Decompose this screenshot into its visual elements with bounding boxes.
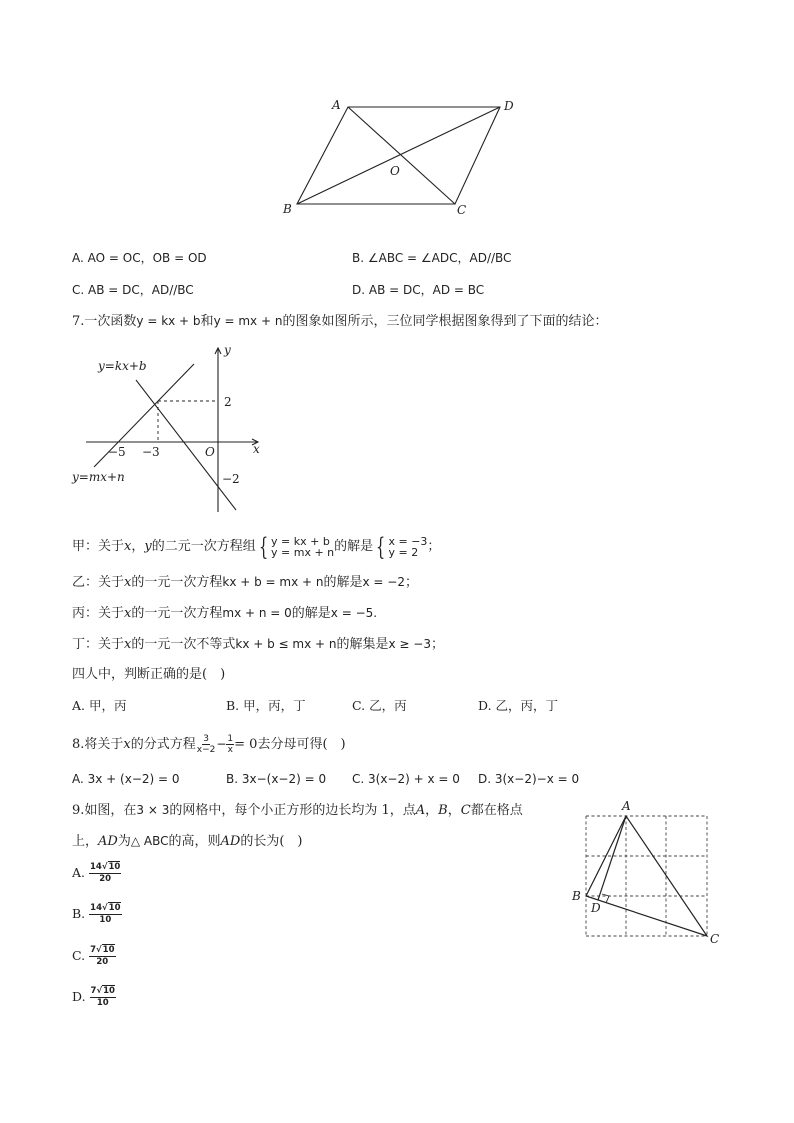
bing-var-x: x (124, 606, 132, 621)
q9-option-b-fraction: $\frac{14√10}{10}$ (90, 903, 121, 925)
yi-end: ； (405, 575, 419, 590)
q9-point-a: A (415, 803, 426, 818)
q7-option-a[interactable]: A. 甲，丙 (72, 698, 127, 713)
q9-line1-end: 都在格点 (470, 803, 523, 818)
q9-option-c-letter: C. (72, 948, 86, 963)
q7-option-c[interactable]: C. 乙，丙 (352, 698, 407, 713)
q9-a-rad: 10 (108, 862, 121, 872)
q7-suffix: 的图象如图所示，三位同学根据图象得到了下面的结论： (282, 314, 608, 329)
bing-prefix: 丙：关于 (72, 606, 125, 621)
bing-mid: 的一元一次方程 (131, 606, 223, 621)
q8-option-a[interactable]: A. 3x + (x−2) = 0 (72, 772, 180, 786)
jia-eq2: y = mx + n (271, 545, 335, 559)
jia-solution (388, 536, 427, 558)
q9-vertex-b-label: B (572, 889, 581, 903)
q9-option-d-letter: D. (72, 989, 86, 1004)
q6-option-b[interactable]: B. ∠ABC = ∠ADC，AD//BC (352, 251, 512, 265)
q8-mid: 的分式方程 (130, 737, 196, 752)
jia-end: ； (427, 539, 441, 554)
yi-mid: 的一元一次方程 (131, 575, 223, 590)
q9-segment-ad-2: AD (220, 834, 241, 849)
q9-option-d-fraction: $\frac{7√10}{10}$ (90, 986, 115, 1008)
ding-prefix: 丁：关于 (72, 637, 125, 652)
q8-frac2-num: 1 (227, 734, 234, 744)
q7-option-b[interactable]: B. 甲，丙，丁 (226, 698, 306, 713)
q7-question: 四人中，判断正确的是( ) (72, 667, 226, 682)
jia-var-x: x (124, 539, 132, 554)
q9-option-d[interactable] (72, 986, 116, 1009)
q9-stem-line1 (72, 801, 523, 820)
q6-option-d[interactable]: D. AB = DC，AD = BC (352, 283, 485, 297)
bing-sol-text: 的解是 (291, 606, 331, 621)
q9-c-rad: 10 (102, 945, 115, 955)
q9-a-num: 14 (90, 862, 102, 872)
yi-sol-text: 的解是 (323, 575, 363, 590)
yi-solution: x = −2 (362, 575, 405, 589)
yi-var-x: x (124, 575, 132, 590)
q7-and: 和 (200, 314, 214, 329)
q9-b-den: 10 (99, 915, 112, 925)
ding-solution: x ≥ −3 (388, 637, 431, 651)
yi-equation: kx + b = mx + n (222, 575, 324, 589)
ding-mid: 的一元一次不等式 (131, 637, 236, 652)
q9-vertex-c-label: C (710, 932, 720, 946)
jia-comma: ， (131, 539, 145, 554)
q8-fraction-2 (226, 734, 234, 755)
center-o-label: O (390, 164, 400, 178)
q9-b-num: 14 (90, 903, 102, 913)
q8-suffix: = 0去分母可得( ) (234, 737, 346, 752)
q9-triangle: △ ABC (130, 834, 169, 848)
q9-option-c-fraction: $\frac{7√10}{20}$ (90, 945, 115, 967)
q7-option-d[interactable]: D. 乙，丙，丁 (478, 698, 559, 713)
jia-sol1: x = −3 (388, 534, 428, 548)
q9-a-den: 20 (99, 874, 112, 884)
vertex-d-label: D (504, 99, 514, 113)
yi-prefix: 乙：关于 (72, 575, 125, 590)
q9-foot-d-label: D (591, 901, 601, 915)
q8-frac1-den: x−2 (196, 745, 216, 755)
vertex-a-label: A (332, 98, 341, 112)
vertex-c-label: C (457, 203, 467, 217)
q9-vertex-a-label: A (622, 799, 631, 813)
jia-mid: 的二元一次方程组 (151, 539, 256, 554)
q9-grid-size: 3 × 3 (136, 803, 170, 817)
q9-c-den: 20 (96, 957, 109, 967)
graph-tick-neg5: −5 (108, 445, 126, 459)
q9-option-b[interactable] (72, 903, 122, 926)
q8-var-x: x (123, 737, 131, 752)
graph-x-axis-label: x (253, 442, 260, 456)
q9-grid-figure (566, 796, 726, 948)
q7-function-2: y = mx + n (213, 314, 283, 328)
q9-d-rad: 10 (103, 986, 115, 996)
graph-label-mx-n: y=mx+n (72, 470, 125, 484)
q8-minus: − (216, 737, 227, 751)
q9-option-b-letter: B. (72, 906, 86, 921)
q9-option-a-letter: A. (72, 865, 86, 880)
jia-brace: { (258, 532, 268, 561)
q9-d-num: 7 (90, 986, 97, 996)
graph-y-axis-label: y (224, 343, 231, 357)
jia-sol-brace: { (376, 532, 386, 561)
q9-point-b: B (438, 803, 448, 818)
q9-segment-ad: AD (98, 834, 118, 849)
jia-sol2: y = 2 (388, 545, 419, 559)
jia-system (271, 536, 334, 558)
q7-stem (72, 312, 607, 331)
q9-c-num: 7 (90, 945, 96, 955)
q7-function-1: y = kx + b (136, 314, 201, 328)
q9-line2-mid2: 的高，则 (168, 834, 221, 849)
q9-option-c[interactable] (72, 945, 116, 968)
q6-option-a[interactable]: A. AO = OC，OB = OD (72, 251, 207, 265)
statement-ding (72, 635, 444, 654)
statement-bing (72, 604, 377, 623)
q8-option-c[interactable]: C. 3(x−2) + x = 0 (352, 772, 460, 786)
jia-eq1: y = kx + b (271, 534, 330, 548)
vertex-b-label: B (283, 202, 292, 216)
q9-option-a[interactable] (72, 862, 121, 885)
q9-comma1: ， (425, 803, 439, 818)
q9-d-den: 10 (96, 998, 109, 1008)
q8-option-b[interactable]: B. 3x−(x−2) = 0 (226, 772, 327, 786)
q8-frac1-num: 3 (203, 734, 209, 744)
q9-option-a-fraction: $\frac{14√10}{20}$ (90, 862, 121, 884)
bing-solution: x = −5. (330, 606, 378, 620)
q9-stem-line2 (72, 832, 302, 851)
q9-line1-mid: 的网格中，每个小正方形的边长均为 1，点 (169, 803, 416, 818)
q9-line2-mid: 为 (117, 834, 131, 849)
q7-prefix: 7.一次函数 (72, 314, 137, 329)
ding-end: ； (431, 637, 445, 652)
q6-option-c[interactable]: C. AB = DC，AD//BC (72, 283, 194, 297)
jia-sol-text: 的解是 (334, 539, 374, 554)
statement-jia (72, 534, 440, 560)
graph-tick-neg3: −3 (142, 445, 160, 459)
q9-comma2: ， (447, 803, 461, 818)
q9-point-c: C (460, 803, 471, 818)
q7-line-graph (66, 340, 276, 515)
parallelogram-figure (270, 92, 530, 222)
graph-tick-2: 2 (224, 395, 232, 409)
ding-inequality: kx + b ≤ mx + n (235, 637, 337, 651)
graph-tick-neg2: −2 (222, 472, 240, 486)
q9-b-rad: 10 (108, 903, 121, 913)
bing-equation: mx + n = 0 (222, 606, 292, 620)
q8-stem (72, 732, 346, 757)
q8-fraction-1 (196, 734, 217, 755)
statement-yi (72, 573, 418, 592)
q8-prefix: 8.将关于 (72, 737, 124, 752)
q8-frac2-den: x (227, 745, 233, 755)
graph-origin-label: O (205, 445, 215, 459)
jia-prefix: 甲：关于 (72, 539, 125, 554)
q8-option-d[interactable]: D. 3(x−2)−x = 0 (478, 772, 580, 786)
q9-line2-end: 的长为( ) (240, 834, 303, 849)
ding-sol-text: 的解集是 (336, 637, 389, 652)
q9-line2-prefix: 上， (72, 834, 99, 849)
jia-var-y: y (144, 539, 152, 554)
q9-prefix: 9.如图，在 (72, 803, 137, 818)
ding-var-x: x (124, 637, 132, 652)
graph-label-kx-b: y=kx+b (98, 359, 147, 373)
